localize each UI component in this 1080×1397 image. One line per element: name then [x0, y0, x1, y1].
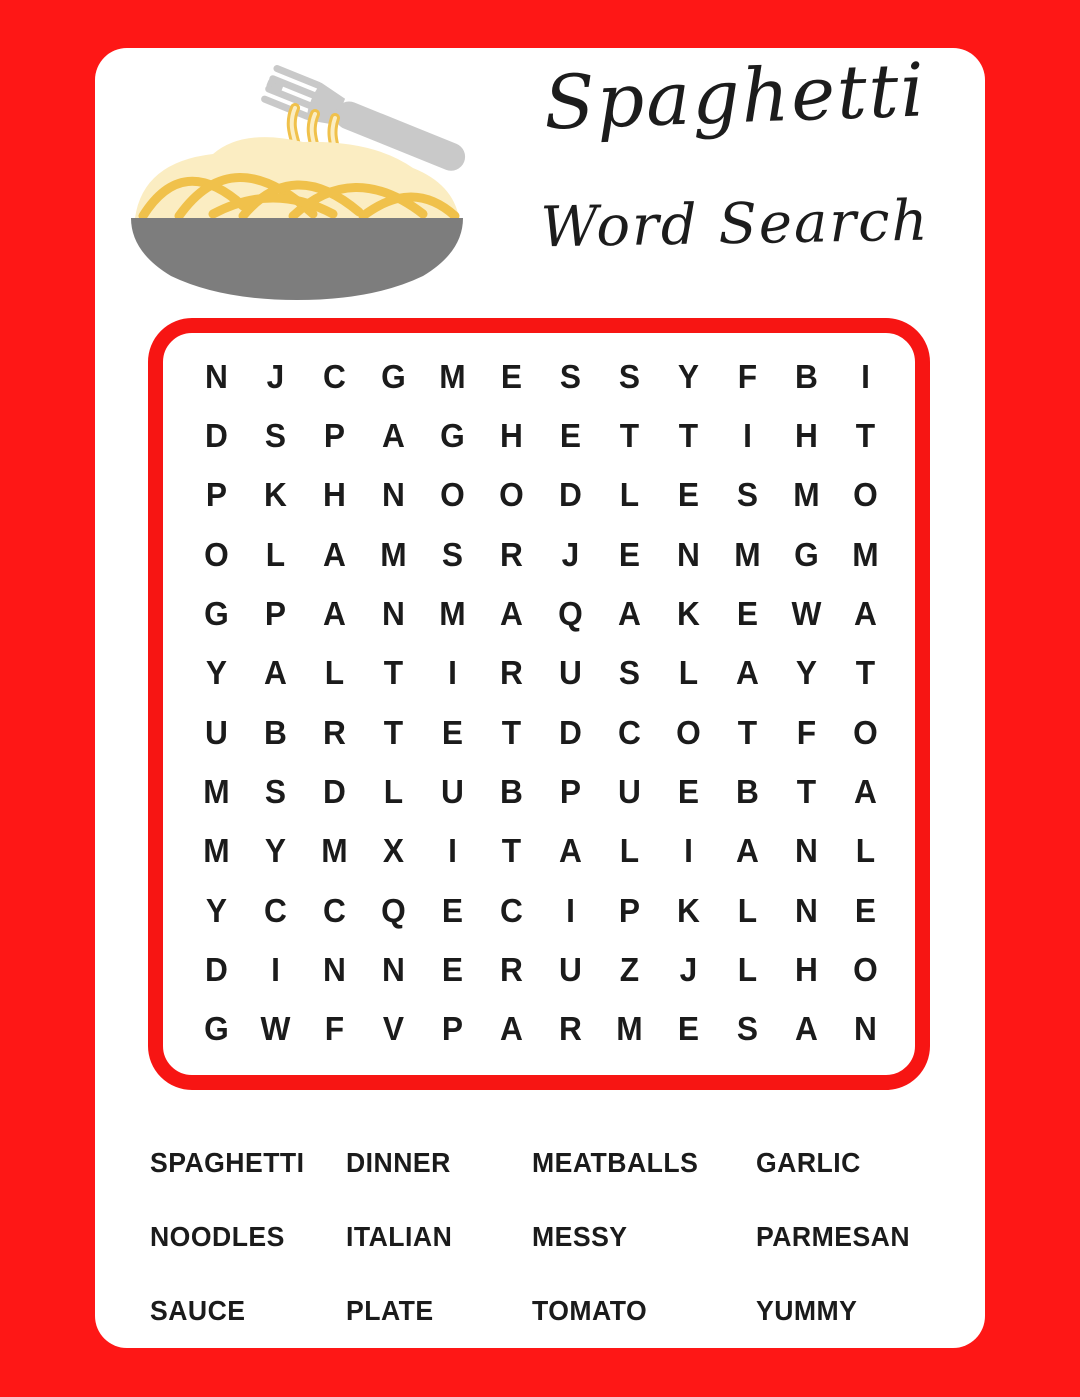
grid-letter-r3c11: M — [793, 476, 820, 514]
grid-letter-r5c2: P — [264, 594, 287, 632]
word-list-item: SAUCE — [150, 1295, 246, 1326]
grid-letter-r12c9: E — [677, 1010, 700, 1048]
grid-letter-r10c8: P — [618, 891, 641, 929]
word-list-item: ITALIAN — [346, 1221, 453, 1252]
grid-letter-r6c2: A — [264, 654, 287, 692]
grid-letter-r12c7: R — [559, 1010, 582, 1048]
grid-letter-r12c2: W — [260, 1010, 291, 1048]
grid-letter-r4c7: J — [561, 535, 580, 573]
grid-letter-r11c3: N — [323, 950, 346, 988]
grid-letter-r4c9: N — [677, 535, 700, 573]
grid-letter-r7c11: F — [796, 713, 817, 751]
grid-letter-r3c7: D — [559, 476, 582, 514]
grid-letter-r7c2: B — [264, 713, 287, 751]
grid-letter-r7c12: O — [853, 713, 878, 751]
grid-letter-r3c10: S — [736, 476, 759, 514]
grid-letter-r5c7: Q — [558, 594, 583, 632]
grid-letter-r7c9: O — [676, 713, 701, 751]
grid-letter-r4c8: E — [618, 535, 641, 573]
grid-letter-r4c11: G — [794, 535, 819, 573]
word-list-item: NOODLES — [150, 1221, 285, 1252]
grid-letter-r1c10: F — [737, 357, 758, 395]
grid-letter-r5c1: G — [204, 594, 229, 632]
grid-letter-r10c4: Q — [381, 891, 406, 929]
grid-letter-r1c5: M — [439, 357, 466, 395]
grid-letter-r8c10: B — [736, 772, 759, 810]
letter-grid — [148, 318, 930, 1090]
grid-letter-r8c1: M — [203, 772, 230, 810]
grid-letter-r10c6: C — [500, 891, 523, 929]
puzzle-card — [95, 48, 985, 1348]
grid-letter-r6c8: S — [618, 654, 641, 692]
grid-letter-r8c2: S — [264, 772, 287, 810]
grid-letter-r6c6: R — [500, 654, 523, 692]
spaghetti-bowl-icon — [123, 56, 483, 306]
grid-letter-r3c4: N — [382, 476, 405, 514]
grid-letter-r10c3: C — [323, 891, 346, 929]
grid-letter-r2c2: S — [264, 416, 287, 454]
grid-letter-r7c8: C — [618, 713, 641, 751]
grid-letter-r2c9: T — [678, 416, 699, 454]
grid-letter-r6c5: I — [448, 654, 457, 692]
grid-letter-r9c2: Y — [264, 832, 287, 870]
word-list-item: MEATBALLS — [532, 1147, 699, 1178]
grid-letter-r2c1: D — [205, 416, 228, 454]
grid-letter-r4c12: M — [852, 535, 879, 573]
grid-letter-r10c2: C — [264, 891, 287, 929]
grid-letter-r11c2: I — [271, 950, 280, 988]
grid-letter-r6c11: Y — [795, 654, 818, 692]
grid-letter-r4c4: M — [380, 535, 407, 573]
grid-letter-r10c10: L — [737, 891, 758, 929]
grid-letter-r3c1: P — [205, 476, 228, 514]
grid-letter-r12c11: A — [795, 1010, 818, 1048]
grid-letter-r12c3: F — [324, 1010, 345, 1048]
grid-letter-r7c1: U — [205, 713, 228, 751]
grid-letter-r12c12: N — [854, 1010, 877, 1048]
word-list-item: GARLIC — [756, 1147, 861, 1178]
word-list — [150, 1126, 935, 1348]
grid-letter-r2c5: G — [440, 416, 465, 454]
grid-letter-r8c3: D — [323, 772, 346, 810]
grid-letter-r2c7: E — [559, 416, 582, 454]
grid-letter-r11c7: U — [559, 950, 582, 988]
grid-letter-r12c4: V — [382, 1010, 405, 1048]
grid-letter-r9c5: I — [448, 832, 457, 870]
grid-letter-r1c12: I — [861, 357, 870, 395]
grid-letter-r2c3: P — [323, 416, 346, 454]
grid-letter-r1c1: N — [205, 357, 228, 395]
grid-letter-r11c6: R — [500, 950, 523, 988]
grid-letter-r10c9: K — [677, 891, 700, 929]
grid-letter-r9c9: I — [684, 832, 693, 870]
grid-letter-r1c2: J — [266, 357, 285, 395]
grid-letter-r5c10: E — [736, 594, 759, 632]
grid-letter-r4c3: A — [323, 535, 346, 573]
grid-letter-r3c12: O — [853, 476, 878, 514]
grid-letter-r10c5: E — [441, 891, 464, 929]
grid-letter-r8c11: T — [796, 772, 817, 810]
grid-letter-r10c7: I — [566, 891, 575, 929]
page-title: Spaghetti — [542, 47, 928, 147]
grid-letter-r5c3: A — [323, 594, 346, 632]
grid-letter-r7c6: T — [501, 713, 522, 751]
grid-letter-r8c6: B — [500, 772, 523, 810]
grid-letter-r6c1: Y — [205, 654, 228, 692]
grid-letter-r11c12: O — [853, 950, 878, 988]
word-list-item: PARMESAN — [756, 1221, 911, 1252]
grid-letter-r11c8: Z — [619, 950, 640, 988]
grid-letter-r11c4: N — [382, 950, 405, 988]
grid-letter-r4c5: S — [441, 535, 464, 573]
grid-letter-r8c8: U — [618, 772, 641, 810]
grid-letter-r7c5: E — [441, 713, 464, 751]
grid-letter-r6c9: L — [678, 654, 699, 692]
grid-letter-r10c12: E — [854, 891, 877, 929]
grid-letter-r11c10: L — [737, 950, 758, 988]
grid-letter-r11c11: H — [795, 950, 818, 988]
grid-letter-r5c11: W — [791, 594, 822, 632]
grid-letter-r1c6: E — [500, 357, 523, 395]
grid-letter-r4c10: M — [734, 535, 761, 573]
grid-letter-r11c9: J — [679, 950, 698, 988]
grid-letter-r6c3: L — [324, 654, 345, 692]
grid-letter-r7c10: T — [737, 713, 758, 751]
grid-letter-r10c1: Y — [205, 891, 228, 929]
grid-letter-r4c2: L — [265, 535, 286, 573]
grid-letter-r9c8: L — [619, 832, 640, 870]
grid-letter-r7c4: T — [383, 713, 404, 751]
grid-letter-r2c6: H — [500, 416, 523, 454]
grid-letter-r1c4: G — [381, 357, 406, 395]
grid-letter-r4c1: O — [204, 535, 229, 573]
grid-letter-r1c8: S — [618, 357, 641, 395]
grid-letter-r5c5: M — [439, 594, 466, 632]
grid-letter-r8c9: E — [677, 772, 700, 810]
grid-letter-r9c6: T — [501, 832, 522, 870]
grid-letter-r2c12: T — [855, 416, 876, 454]
grid-letter-r3c8: L — [619, 476, 640, 514]
grid-letter-r5c4: N — [382, 594, 405, 632]
grid-letter-r8c4: L — [383, 772, 404, 810]
page-subtitle: Word Search — [539, 188, 931, 261]
grid-letter-r3c6: O — [499, 476, 524, 514]
grid-letter-r7c7: D — [559, 713, 582, 751]
grid-letter-r1c9: Y — [677, 357, 700, 395]
bowl — [131, 218, 463, 300]
grid-letter-r6c7: U — [559, 654, 582, 692]
grid-letter-r12c8: M — [616, 1010, 643, 1048]
grid-letter-r9c12: L — [855, 832, 876, 870]
grid-letter-r12c1: G — [204, 1010, 229, 1048]
grid-letter-r9c1: M — [203, 832, 230, 870]
grid-letter-r10c11: N — [795, 891, 818, 929]
grid-letter-r6c10: A — [736, 654, 759, 692]
grid-letter-r5c12: A — [854, 594, 877, 632]
grid-letter-r12c10: S — [736, 1010, 759, 1048]
grid-letter-r2c4: A — [382, 416, 405, 454]
grid-letter-r1c3: C — [323, 357, 346, 395]
grid-letter-r3c9: E — [677, 476, 700, 514]
grid-letter-r8c12: A — [854, 772, 877, 810]
grid-letter-r11c1: D — [205, 950, 228, 988]
title-block — [510, 47, 960, 261]
word-list-item: TOMATO — [532, 1295, 648, 1326]
grid-letter-r2c10: I — [743, 416, 752, 454]
grid-letter-r2c11: H — [795, 416, 818, 454]
grid-letter-r5c8: A — [618, 594, 641, 632]
grid-letter-r8c5: U — [441, 772, 464, 810]
grid-letter-r12c6: A — [500, 1010, 523, 1048]
grid-letter-r9c7: A — [559, 832, 582, 870]
grid-letter-r9c4: X — [382, 832, 405, 870]
grid-letter-r9c11: N — [795, 832, 818, 870]
word-list-item: PLATE — [346, 1295, 434, 1326]
grid-letter-r1c11: B — [795, 357, 818, 395]
word-list-item: DINNER — [346, 1147, 451, 1178]
grid-letter-r5c6: A — [500, 594, 523, 632]
grid-letter-r11c5: E — [441, 950, 464, 988]
grid-letter-r9c3: M — [321, 832, 348, 870]
grid-letter-r6c12: T — [855, 654, 876, 692]
grid-letter-r5c9: K — [677, 594, 700, 632]
grid-letter-r3c5: O — [440, 476, 465, 514]
grid-letter-r2c8: T — [619, 416, 640, 454]
grid-letter-r7c3: R — [323, 713, 346, 751]
grid-letter-r8c7: P — [559, 772, 582, 810]
word-list-item: YUMMY — [756, 1295, 858, 1326]
word-list-item: SPAGHETTI — [150, 1147, 305, 1178]
grid-letter-r3c2: K — [264, 476, 287, 514]
grid-letter-r4c6: R — [500, 535, 523, 573]
grid-letter-r3c3: H — [323, 476, 346, 514]
grid-letter-r12c5: P — [441, 1010, 464, 1048]
grid-letter-r1c7: S — [559, 357, 582, 395]
grid-letter-r6c4: T — [383, 654, 404, 692]
grid-letter-r9c10: A — [736, 832, 759, 870]
word-list-item: MESSY — [532, 1221, 628, 1252]
